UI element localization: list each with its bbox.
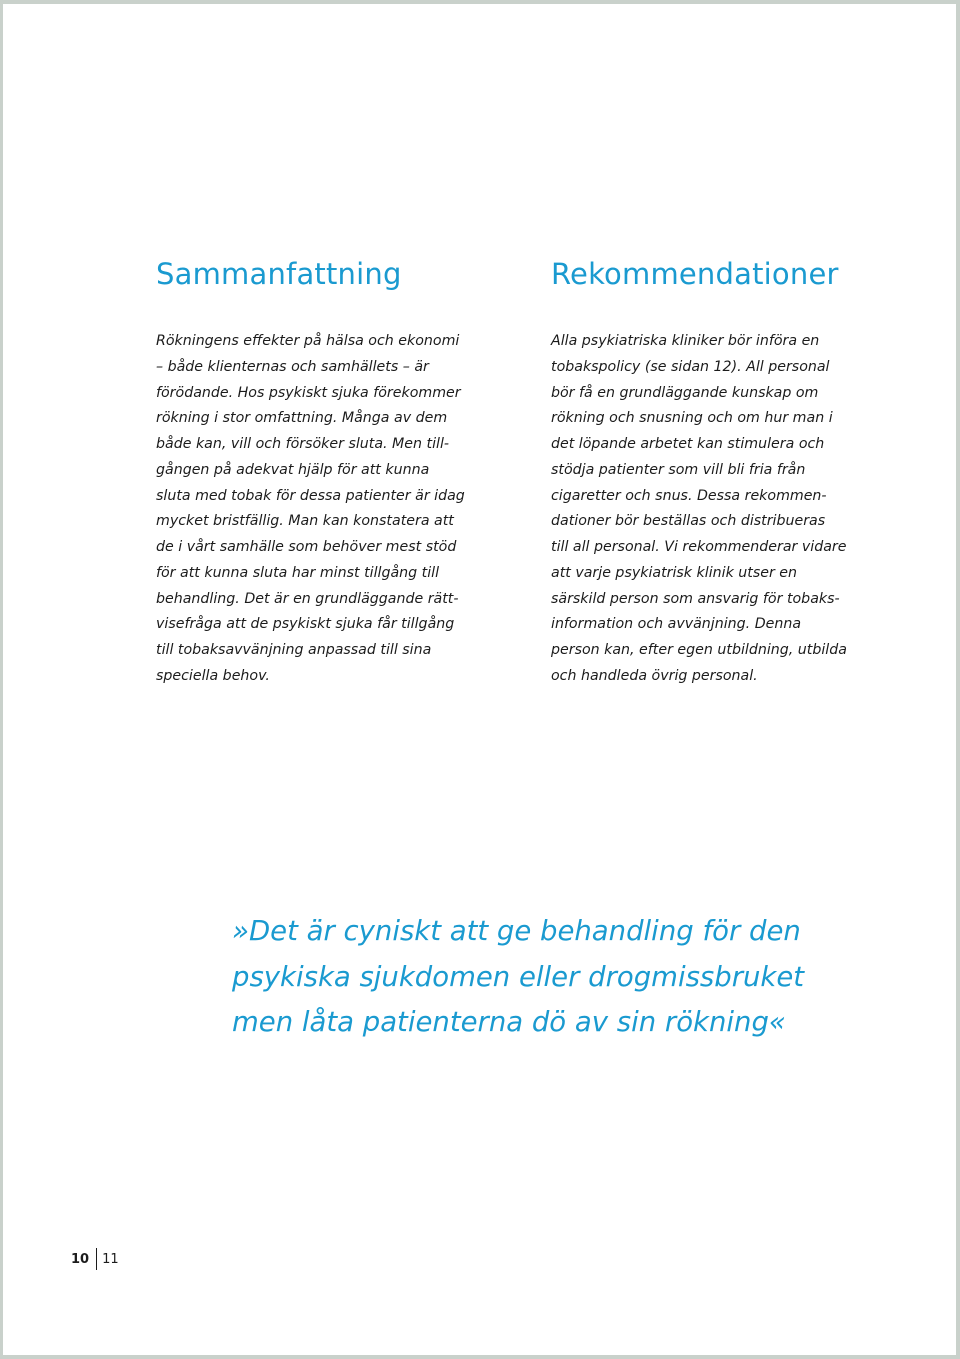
page-numbers [71,1247,119,1271]
recommendations-line: Alla psykiatriska kliniker bör införa en [551,333,820,349]
current-page-number: 10 [71,1251,90,1267]
recommendations-line: och handleda övrig personal. [551,667,758,684]
summary-line: de i vårt samhälle som behöver mest stöd [156,539,457,555]
recommendations-line: person kan, efter egen utbildning, utbilda [551,642,847,658]
summary-line: behandling. Det är en grundläggande rätt- [156,590,459,607]
quote-line: psykiska sjukdomen eller drogmissbruket [232,960,805,993]
summary-line: visefråga att de psykiskt sjuka får tillgång [156,616,455,633]
recommendations-line: information och avvänjning. Denna [551,616,802,633]
summary-line: för att kunna sluta har minst tillgång till [156,564,440,581]
summary-line: speciella behov. [156,667,270,684]
summary-line: både kan, vill och försöker sluta. Men till- [156,436,450,452]
summary-line: Rökningens effekter på hälsa och ekonomi [156,333,460,349]
recommendations-line: dationer bör beställas och distribueras [551,513,826,530]
summary-line: gången på adekvat hjälp för att kunna [156,461,430,478]
recommendations-line: tobakspolicy (se sidan 12). All personal [551,358,830,375]
recommendations-line: till all personal. Vi rekommenderar vidare [551,539,847,555]
quote-line: men låta patienterna dö av sin rökning« [232,1006,786,1038]
summary-line: – både klienternas och samhällets – är [156,358,429,375]
quote-line: »Det är cyniskt att ge behandling för den [232,915,801,947]
recommendations-heading: Rekommendationer [551,257,839,291]
page [3,4,956,1355]
summary-line: sluta med tobak för dessa patienter är idag [156,487,465,504]
facing-page-number: 11 [102,1251,119,1267]
recommendations-line: cigaretter och snus. Dessa rekommen- [551,487,827,504]
summary-line: rökning i stor omfattning. Många av dem [156,410,448,427]
recommendations-line: det löpande arbetet kan stimulera och [551,436,825,452]
page-number-divider [96,1248,97,1270]
summary-line: till tobaksavvänjning anpassad till sina [156,642,432,658]
recommendations-line: rökning och snusning och om hur man i [551,410,833,427]
recommendations-line: stödja patienter som vill bli fria från [551,461,806,478]
recommendations-line: att varje psykiatrisk klinik utser en [551,564,798,581]
summary-line: mycket bristfällig. Man kan konstatera att [156,513,454,530]
summary-text [156,329,486,690]
summary-line: förödande. Hos psykiskt sjuka förekommer [156,384,461,401]
summary-heading: Sammanfattning [156,257,402,291]
recommendations-line: bör få en grundläggande kunskap om [551,384,819,401]
recommendations-text [551,329,881,690]
recommendations-line: särskild person som ansvarig för tobaks- [551,590,840,607]
pull-quote [232,909,804,1046]
